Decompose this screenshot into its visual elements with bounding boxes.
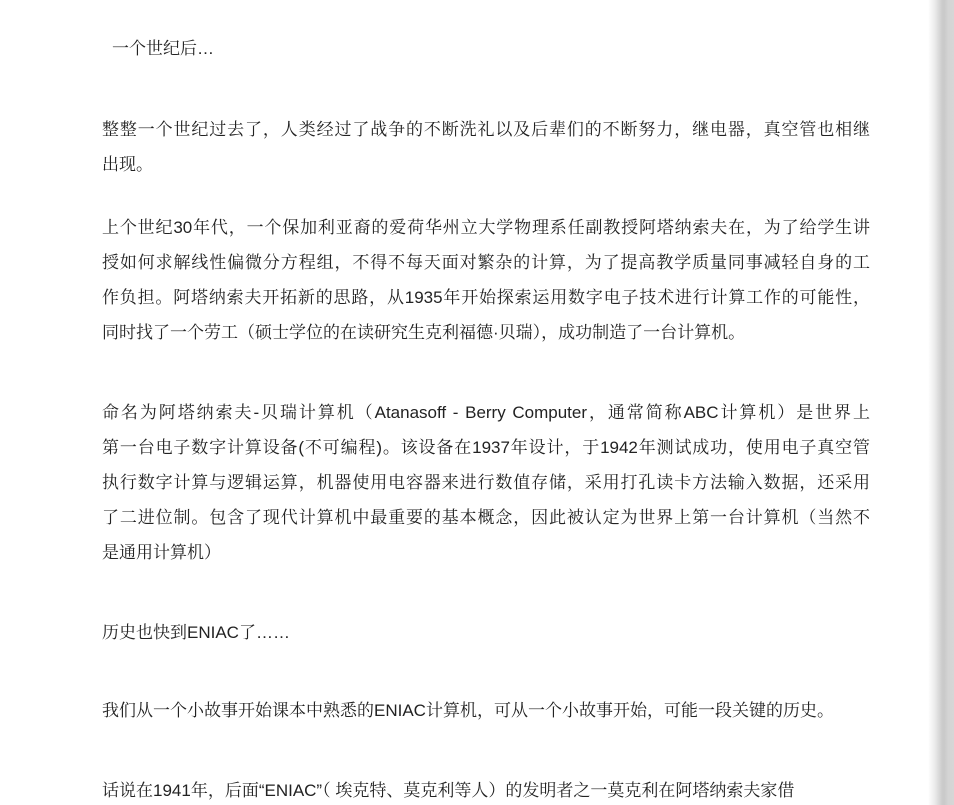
text-line: 第一台电子数字计算设备(不可编程)。该设备在1937年设计，于1942年测试成功，使用电子真空管 bbox=[102, 438, 870, 457]
text-line: 命名为阿塔纳索夫-贝瑞计算机（Atanasoff - Berry Computer，通常简称ABC计算机）是世界上 bbox=[102, 403, 870, 422]
paragraph bbox=[102, 693, 870, 728]
paragraph bbox=[102, 615, 870, 650]
text-line: 历史也快到ENIAC了…… bbox=[102, 623, 290, 642]
text-line: 作负担。阿塔纳索夫开拓新的思路，从1935年开始探索运用数字电子技术进行计算工作的可能性， bbox=[102, 288, 870, 307]
text-line: 同时找了一个劳工（硕士学位的在读研究生克利福德·贝瑞），成功制造了一台计算机。 bbox=[102, 323, 746, 342]
document-body bbox=[102, 0, 870, 805]
text-line: 话说在1941年，后面“ENIAC”（ 埃克特、莫克利等人）的发明者之一莫克利在阿塔纳索夫家借 bbox=[102, 781, 795, 800]
page-right-edge-gutter bbox=[928, 0, 954, 805]
paragraph bbox=[102, 773, 870, 805]
text-line: 整整一个世纪过去了，人类经过了战争的不断洗礼以及后辈们的不断努力，继电器，真空管也相继 bbox=[102, 120, 870, 139]
paragraph bbox=[102, 395, 870, 570]
text-line: 我们从一个小故事开始课本中熟悉的ENIAC计算机，可从一个小故事开始，可能一段关键的历史。 bbox=[102, 701, 834, 720]
title-text: 一个世纪后… bbox=[112, 39, 214, 58]
text-line: 执行数字计算与逻辑运算，机器使用电容器来进行数值存储，采用打孔读卡方法输入数据，还采用 bbox=[102, 473, 870, 492]
text-line: 了二进位制。包含了现代计算机中最重要的基本概念，因此被认定为世界上第一台计算机（当然不 bbox=[102, 508, 870, 527]
page-title bbox=[102, 31, 870, 66]
paragraph bbox=[102, 210, 870, 350]
text-line: 出现。 bbox=[102, 155, 153, 174]
text-line: 授如何求解线性偏微分方程组，不得不每天面对繁杂的计算，为了提高教学质量同事减轻自身的工 bbox=[102, 253, 870, 272]
text-line: 上个世纪30年代，一个保加利亚裔的爱荷华州立大学物理系任副教授阿塔纳索夫在，为了给学生讲 bbox=[102, 218, 870, 237]
paragraph bbox=[102, 112, 870, 182]
text-line: 是通用计算机） bbox=[102, 543, 221, 562]
